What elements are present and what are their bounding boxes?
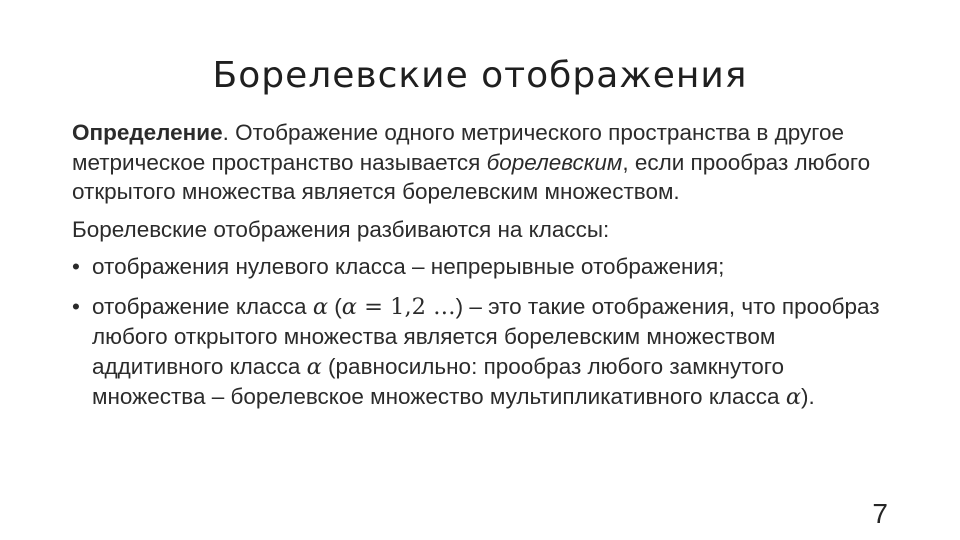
definition-paragraph [72,118,892,207]
slide-title: Борелевские отображения [212,55,748,96]
definition-text: . Отображение одного метрического пространства в другое метрическое пространство называется [72,120,844,175]
classes-intro: Борелевские отображения разбиваются на классы: [72,216,610,242]
definition-italic-term: борелевским [486,149,623,175]
bullet-text-part: ). [801,384,815,409]
page-number: 7 [872,498,888,529]
list-item [72,292,892,413]
bullet-text-part: (равносильно: прообраз любого замкнутого множества – борелевское множество мультипликативного класса [92,353,786,409]
definition-term: Определение [72,120,223,145]
bullet-icon: • [72,254,80,279]
alpha-symbol: α [341,293,357,320]
bullet-text-part: ) – это такие отображения, что прообраз любого открытого множества является борелевским множеством аддитивного класса [92,293,880,379]
bullet-icon: • [72,293,80,319]
classes-list [72,252,892,413]
slide-body [72,118,892,423]
alpha-values: = 1,2 … [356,293,456,320]
definition-text-rest: , если прообраз любого открытого множества является борелевским множеством. [72,149,871,204]
alpha-symbol: α [306,353,322,380]
bullet-text-part: отображение класса [92,293,313,319]
bullet-text: отображения нулевого класса – непрерывные отображения; [92,254,725,279]
bullet-text-part: ( [328,293,342,319]
alpha-symbol: α [312,293,329,320]
list-item [72,252,892,282]
alpha-symbol: α [785,384,802,410]
